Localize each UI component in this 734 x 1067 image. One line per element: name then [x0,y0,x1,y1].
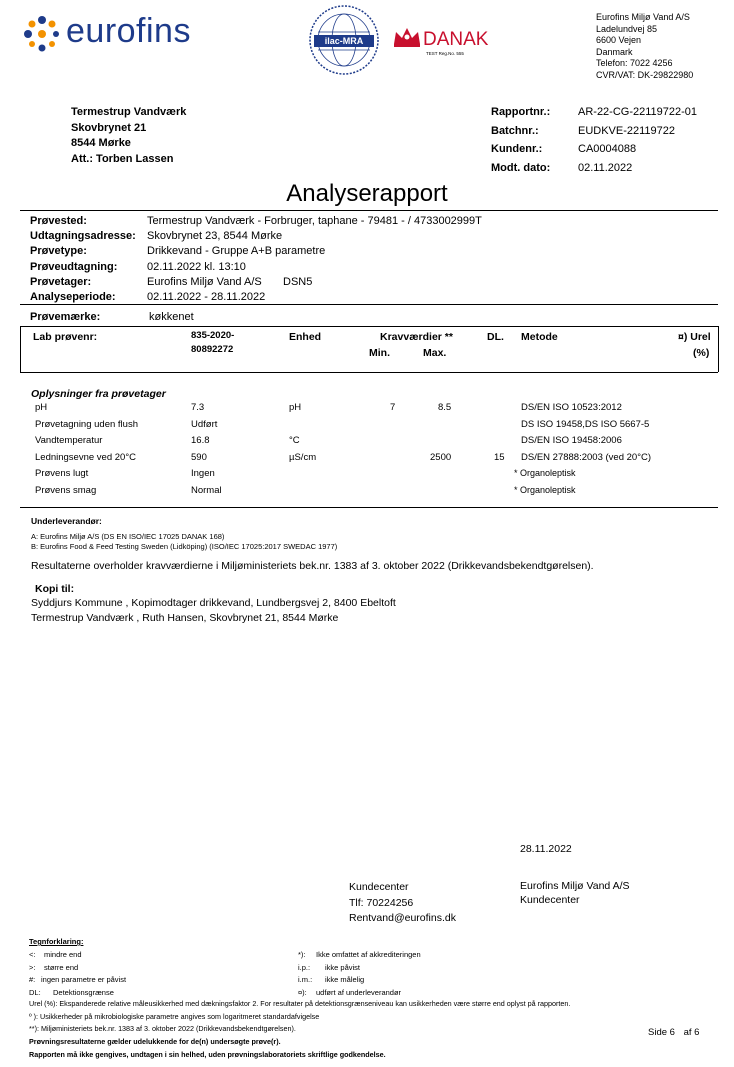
sampler-value: Eurofins Miljø Vand A/S [147,275,262,288]
legend-bold-note: Rapporten må ikke gengives, undtagen i sin helhed, uden prøvningslaboratoriets skriftlige godkendelse. [29,1049,386,1059]
sampling-time-label: Prøveudtagning: [30,260,118,273]
received-date-value: 02.11.2022 [578,161,633,174]
param-cell: Prøvens lugt [35,468,89,479]
page-total: 6 [694,1027,700,1038]
result-cell: Ingen [191,468,215,479]
contact-line: Rentvand@eurofins.dk [349,912,456,924]
legend-text: mindre end [44,950,82,959]
sample-type-label: Prøvetype: [30,245,87,258]
legend-symbol: *): [298,950,306,959]
col-dl-header: DL. [487,331,504,343]
contact-line: Kundecenter [520,893,580,906]
method-cell: * Organoleptisk [514,468,576,478]
method-cell: DS/EN 27888:2003 (ved 20°C) [521,451,652,463]
legend-text: ingen parametre er påvist [41,975,127,984]
legend-symbol: <: [29,950,36,959]
legend-symbol: DL: [29,987,41,997]
lab-address-line: Danmark [596,46,633,57]
unit-cell: pH [289,402,302,413]
max-cell: 2500 [430,451,452,463]
legend-bold-notes [29,1036,386,1061]
param-cell: Vandtemperatur [35,435,103,446]
eurofins-dots-icon [22,14,62,54]
contact-left [349,880,456,927]
col-max-header: Max. [423,347,447,359]
results-body [0,400,734,499]
col-sample-no-header-2: 80892272 [191,344,234,355]
legend-text: Detektionsgrænse [53,987,114,997]
copy-to-line: Syddjurs Kommune , Kopimodtager drikkevand, Lundbergsvej 2, 8400 Ebeltoft [31,597,396,609]
min-cell: 7 [390,402,396,413]
page-number [648,1027,699,1038]
legend-text: ikke målelig [325,975,365,984]
lab-address-line: 6600 Vejen [596,35,642,45]
lab-address [596,12,693,81]
copy-to-title: Kopi til: [35,583,75,595]
col-method-header: Metode [521,331,558,343]
contact-line: Kundecenter [349,881,409,893]
legend-symbol: i.p.: [298,962,311,972]
legend-notes [29,998,570,1036]
legend-note: Urel (%): Ekspanderede relative måleusikkerhed med dækningsfaktor 2. For resultater på detektionsgrænseniveau kan usikkerheden være større end oplyst på rapporten. [29,999,571,1008]
sample-info [30,214,482,305]
legend-text: ikke påvist [325,962,361,972]
table-row [0,466,734,483]
copy-to-list [31,596,396,626]
contact-right [520,880,630,907]
legend-text: Ikke omfattet af akkrediteringen [316,950,421,959]
col-sample-no-header: 835-2020- [191,330,235,341]
subcontractor-line: A: Eurofins Miljø A/S (DS EN ISO/IEC 17025 DANAK 168) [31,532,225,541]
danak-logo [392,24,502,60]
method-cell: DS/EN ISO 19458:2006 [521,435,622,446]
analysis-period-label: Analyseperiode: [30,290,116,303]
ilac-mra-text: ilac-MRA [324,36,364,46]
legend-text: udført af underleverandør [316,987,402,997]
lab-address-line: Eurofins Miljø Vand A/S [596,12,690,22]
unit-cell: °C [289,435,300,446]
danak-reg: TEST Reg.No. 555 [426,51,464,56]
sampling-time-value: 02.11.2022 kl. 13:10 [147,260,246,273]
section-title: Oplysninger fra prøvetager [31,388,166,400]
signature-date: 28.11.2022 [520,843,572,855]
sample-site-label: Prøvested: [30,215,87,227]
param-cell: pH [35,402,48,413]
col-urel-header-2: (%) [693,347,710,359]
customer-number-label: Kundenr.: [491,143,543,155]
col-urel-header: ¤) Urel [678,331,711,343]
col-unit-header: Enhed [289,331,322,343]
sampling-address-label: Udtagningsadresse: [30,230,136,243]
legend-symbol: i.m.: [298,975,313,984]
legend-symbol: ¤): [298,987,307,997]
eurofins-wordmark: eurofins [66,12,191,50]
customer-line: 8544 Mørke [71,137,131,149]
param-cell: Ledningsevne ved 20°C [35,451,136,463]
customer-number-value: CA0004088 [578,143,637,155]
batch-number-label: Batchnr.: [491,124,539,137]
report-number-value: AR-22-CG-22119722-01 [578,106,698,118]
batch-number-value: EUDKVE-22119722 [578,124,676,137]
sampler-label: Prøvetager: [30,275,92,288]
legend-note: **): Miljøministeriets bek.nr. 1383 af 3. oktober 2022 (Drikkevandsbekendtgørelsen). [29,1024,296,1033]
table-row [0,417,734,434]
report-title: Analyserapport [286,180,448,207]
contact-line: Eurofins Miljø Vand A/S [520,880,630,892]
table-row [0,433,734,450]
crown-icon [392,26,422,48]
customer-line: Att.: Torben Lassen [71,152,174,165]
sample-site-value: Termestrup Vandværk - Forbruger, taphane - 79481 - / 4733002999T [147,215,482,227]
sample-mark-value: køkkenet [149,311,194,323]
col-limits-header: Kravværdier ** [380,331,453,343]
method-cell: DS ISO 19458,DS ISO 5667-5 [521,418,650,430]
lab-address-line: Ladelundvej 85 [596,23,658,34]
legend-right [298,949,421,999]
subcontractor-line: B: Eurofins Food & Feed Testing Sweden (Lidköping) (ISO/IEC 17025:2017 SWEDAC 1977) [31,542,338,551]
customer-line: Termestrup Vandværk [71,106,187,118]
conclusion-text: Resultaterne overholder kravværdierne i Miljøministeriets bek.nr. 1383 af 3. oktober 2022 (Drikkevandsbekendtgørelsen). [31,560,594,572]
param-cell: Prøvetagning uden flush [35,418,138,430]
col-lab-header: Lab prøvenr: [33,331,98,343]
danak-wordmark: DANAK [423,29,489,50]
customer-line: Skovbrynet 21 [71,121,147,134]
legend-note: º ): Usikkerheder på mikrobiologiske parametre angives som logaritmeret standardafvigelse [29,1011,320,1021]
legend-bold-note: Prøvningsresultaterne gælder udelukkende for de(n) undersøgte prøve(r). [29,1037,281,1046]
report-meta [491,103,711,177]
table-row [0,450,734,467]
analysis-period-value: 02.11.2022 - 28.11.2022 [147,290,266,303]
sampling-address-value: Skovbrynet 23, 8544 Mørke [147,230,283,243]
sample-mark [30,311,194,323]
page-of: af [683,1027,692,1038]
lab-address-line: CVR/VAT: DK-29822980 [596,69,694,80]
sampler-code: DSN5 [283,275,313,288]
ilac-mra-logo [308,4,380,76]
result-cell: Normal [191,484,222,496]
subcontractor-title: Underleverandør: [31,516,102,526]
unit-cell: µS/cm [289,451,317,463]
subcontractor-list [31,532,337,552]
col-min-header: Min. [369,347,390,359]
result-cell: Udført [191,418,218,430]
table-row [0,400,734,417]
received-date-label: Modt. dato: [491,161,551,174]
legend-symbol: #: [29,975,36,984]
method-cell: DS/EN ISO 10523:2012 [521,402,622,413]
param-cell: Prøvens smag [35,484,97,496]
contact-line: Tlf: 70224256 [349,896,414,909]
legend-symbol: >: [29,962,36,972]
table-row [0,483,734,500]
max-cell: 8.5 [438,402,452,413]
dl-cell: 15 [494,451,505,463]
result-cell: 7.3 [191,402,205,413]
sample-type-value: Drikkevand - Gruppe A+B parametre [147,245,326,258]
customer-address [71,105,186,167]
method-cell: * Organoleptisk [514,484,576,495]
legend-title: Tegnforklaring: [29,937,84,946]
result-cell: 590 [191,451,207,463]
lab-address-line: Telefon: 7022 4256 [596,58,673,68]
copy-to-line: Termestrup Vandværk , Ruth Hansen, Skovbrynet 21, 8544 Mørke [31,612,339,624]
legend-left [29,949,127,999]
report-number-label: Rapportnr.: [491,106,551,118]
eurofins-logo [22,12,202,52]
page-current: 6 [669,1027,675,1038]
legend-text: større end [44,962,79,972]
sample-mark-label: Prøvemærke: [30,311,101,323]
result-cell: 16.8 [191,435,210,446]
page-label: Side [648,1027,668,1038]
